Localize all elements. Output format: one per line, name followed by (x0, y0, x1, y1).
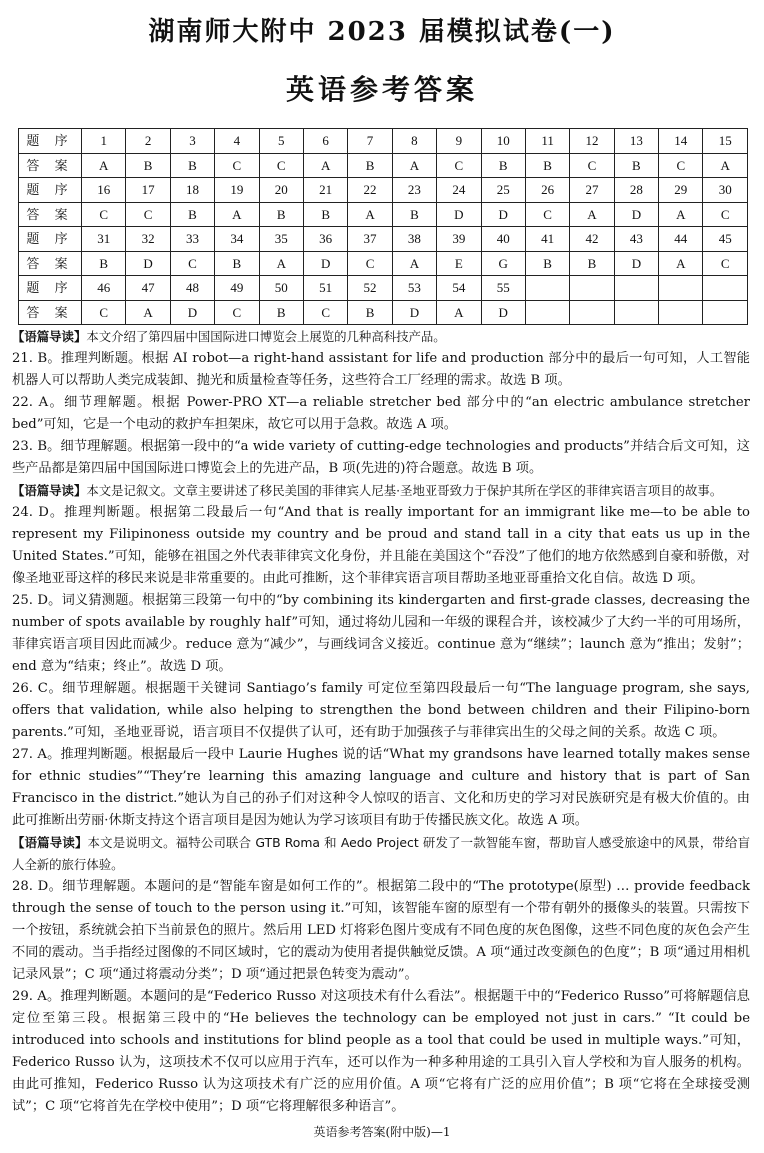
table-cell: 39 (437, 227, 481, 252)
explanation-21: 21. B。推理判断题。根据 AI robot—a right-hand assistant for life and production 部分中的最后一句可知，人工智能机器人可以帮助人类完成装卸、抛光和质量检查等任务，这些符合工厂经理的需求。故选 B 项。 (12, 351, 750, 388)
explanation-25: 25. D。词义猜测题。根据第三段第一句中的“by combining its kindergarten and first-grade classes, decreasing the number of spots available by roughly half”可知，通过将幼儿园和一年级的课程合并，该校减少了大约一半的可用场所，菲律宾语言项目因此而减少。reduce 意为“减少”，与画线词含义接近。continue 意为“继续”；launch 意为“推出；发射”；end 意为“结束；终止”。故选 D 项。 (12, 593, 750, 674)
table-cell: 34 (215, 227, 259, 252)
table-cell: C (348, 251, 392, 276)
table-cell: 13 (614, 129, 658, 154)
table-cell: 9 (437, 129, 481, 154)
table-cell (659, 300, 703, 325)
table-cell: 33 (170, 227, 214, 252)
row-header: 题 序 (19, 129, 82, 154)
table-cell: 47 (126, 276, 170, 301)
table-cell: 25 (481, 178, 525, 203)
table-row (19, 276, 748, 301)
page-title: 湖南师大附中 2023 届模拟试卷(一) (148, 17, 616, 47)
table-cell: 48 (170, 276, 214, 301)
table-cell: 16 (82, 178, 126, 203)
table-cell: C (703, 202, 748, 227)
table-cell: B (170, 202, 214, 227)
answer-table (18, 128, 748, 325)
table-cell: B (481, 153, 525, 178)
table-cell (614, 300, 658, 325)
table-cell: 26 (525, 178, 569, 203)
table-cell: A (392, 153, 436, 178)
table-cell: B (525, 251, 569, 276)
table-cell: C (259, 153, 303, 178)
guide-text: 本文是说明文。福特公司联合 GTB Roma 和 Aedo Project 研发了一款智能车窗，帮助盲人感受旅途中的风景，带给盲人全新的旅行体验。 (12, 835, 750, 872)
table-cell: A (215, 202, 259, 227)
table-cell: 14 (659, 129, 703, 154)
table-cell: 6 (303, 129, 347, 154)
table-cell: 11 (525, 129, 569, 154)
table-cell: 5 (259, 129, 303, 154)
table-cell: C (703, 251, 748, 276)
table-cell: 10 (481, 129, 525, 154)
row-header: 题 序 (19, 178, 82, 203)
table-cell: B (348, 300, 392, 325)
table-cell: B (570, 251, 614, 276)
guide-text: 本文介绍了第四届中国国际进口博览会上展览的几种高科技产品。 (86, 329, 446, 344)
table-cell: 8 (392, 129, 436, 154)
table-cell: A (703, 153, 748, 178)
table-cell: 45 (703, 227, 748, 252)
table-cell: C (525, 202, 569, 227)
table-cell: B (259, 300, 303, 325)
table-cell: 20 (259, 178, 303, 203)
table-cell: B (614, 153, 658, 178)
table-cell: 50 (259, 276, 303, 301)
table-cell: 24 (437, 178, 481, 203)
table-cell: 17 (126, 178, 170, 203)
row-header: 答 案 (19, 202, 82, 227)
table-cell: 44 (659, 227, 703, 252)
table-cell: 23 (392, 178, 436, 203)
table-cell: 30 (703, 178, 748, 203)
table-cell: 31 (82, 227, 126, 252)
table-cell: C (659, 153, 703, 178)
row-header: 题 序 (19, 276, 82, 301)
table-cell: A (259, 251, 303, 276)
table-cell: C (570, 153, 614, 178)
table-cell: 32 (126, 227, 170, 252)
table-row (19, 153, 748, 178)
table-cell: B (303, 202, 347, 227)
table-cell: 1 (82, 129, 126, 154)
table-cell: 55 (481, 276, 525, 301)
table-cell: A (303, 153, 347, 178)
table-row (19, 251, 748, 276)
table-cell: 22 (348, 178, 392, 203)
table-cell: B (348, 153, 392, 178)
table-cell: A (437, 300, 481, 325)
table-cell: A (82, 153, 126, 178)
table-row (19, 129, 748, 154)
table-cell: 29 (659, 178, 703, 203)
table-cell: 53 (392, 276, 436, 301)
table-cell: D (481, 202, 525, 227)
table-cell: 35 (259, 227, 303, 252)
table-cell: 49 (215, 276, 259, 301)
table-cell: D (170, 300, 214, 325)
table-cell: 41 (525, 227, 569, 252)
table-cell: 19 (215, 178, 259, 203)
table-cell: 21 (303, 178, 347, 203)
table-cell: 18 (170, 178, 214, 203)
table-cell (525, 300, 569, 325)
table-cell (570, 300, 614, 325)
table-cell: A (348, 202, 392, 227)
table-cell: 52 (348, 276, 392, 301)
table-cell: B (170, 153, 214, 178)
table-cell: C (437, 153, 481, 178)
row-header: 答 案 (19, 251, 82, 276)
row-header: 题 序 (19, 227, 82, 252)
table-cell: 15 (703, 129, 748, 154)
explanation-28: 28. D。细节理解题。本题问的是“智能车窗是如何工作的”。根据第二段中的“The prototype(原型) … provide feedback through the sense of touch to the person using it.”可知，该智能车窗的原型有一个带有朝外的摄像头的装置。只需按下一个按钮，系统就会拍下当前景色的照片。然后用 LED 灯将彩色图片变成有不同色度的灰色图像，这些不同色度的灰色会产生不同的震动。当手指经过图像的不同区域时，它的震动为使用者提供触觉反馈。A 项“通过改变颜色的色度”；B 项“通过用相机记录风景”；C 项“通过将震动分类”；D 项“通过把景色转变为震动”。 (12, 879, 750, 982)
guide-label: 【语篇导读】 (12, 329, 87, 344)
table-cell: C (303, 300, 347, 325)
table-cell: 51 (303, 276, 347, 301)
answer-key-title: 英语参考答案 (285, 73, 478, 106)
row-header: 答 案 (19, 153, 82, 178)
table-cell: D (614, 251, 658, 276)
table-cell: A (126, 300, 170, 325)
table-cell: 37 (348, 227, 392, 252)
table-cell: D (481, 300, 525, 325)
table-cell: G (481, 251, 525, 276)
table-row (19, 300, 748, 325)
table-cell: D (437, 202, 481, 227)
table-cell (703, 300, 748, 325)
table-cell: A (659, 202, 703, 227)
table-cell (659, 276, 703, 301)
table-cell: B (259, 202, 303, 227)
table-row (19, 202, 748, 227)
table-cell: 2 (126, 129, 170, 154)
table-row (19, 227, 748, 252)
explanation-22: 22. A。细节理解题。根据 Power-PRO XT—a reliable stretcher bed 部分中的“an electric ambulance stretcher bed”可知，它是一个电动的救护车担架床，故它可以用于急救。故选 A 项。 (12, 395, 750, 432)
table-cell: B (525, 153, 569, 178)
table-cell: C (215, 153, 259, 178)
explanation-24: 24. D。推理判断题。根据第二段最后一句“And that is really important for an immigrant like me—to be able to represent my Filipinoness outside my country and be proud and stand tall in a city that eats us up in the United States.”可知，能够在祖国之外代表菲律宾文化身份，并且能在美国这个“吞没”了他们的地方依然感到自豪和骄傲，对像圣地亚哥这样的移民来说是非常重要的。由此可推断，这个菲律宾语言项目帮助圣地亚哥重拾文化自信。故选 D 项。 (12, 505, 750, 586)
table-cell: 4 (215, 129, 259, 154)
table-cell (614, 276, 658, 301)
table-cell: A (392, 251, 436, 276)
explanations (12, 326, 750, 1118)
table-cell: 12 (570, 129, 614, 154)
row-header: 答 案 (19, 300, 82, 325)
table-cell: A (570, 202, 614, 227)
table-cell: D (392, 300, 436, 325)
table-cell: B (82, 251, 126, 276)
table-cell: 27 (570, 178, 614, 203)
table-cell (570, 276, 614, 301)
passage-guide-3 (12, 832, 750, 876)
table-cell: E (437, 251, 481, 276)
table-cell: 3 (170, 129, 214, 154)
explanation-29: 29. A。推理判断题。本题问的是“Federico Russo 对这项技术有什么看法”。根据题干中的“Federico Russo”可将解题信息定位至第三段。根据第三段中的“He believes the technology can be employed not just in cars.” “It could be introduced into schools and institutions for blind people as a tool that could be used in multiple ways.”可知，Federico Russo 认为，这项技术不仅可以应用于汽车，还可以作为一种多种用途的工具引入盲人学校和为盲人服务的机构。由此可推知，Federico Russo 认为这项技术有广泛的应用价值。A 项“它将有广泛的应用价值”；B 项“它将在全球接受测试”；C 项“它将首先在学校中使用”；D 项“它将理解很多种语言”。 (12, 989, 750, 1114)
table-cell: C (126, 202, 170, 227)
table-cell: 42 (570, 227, 614, 252)
explanation-23: 23. B。细节理解题。根据第一段中的“a wide variety of cutting-edge technologies and products”并结合后文可知，这些产品都是第四届中国国际进口博览会上的先进产品，B 项(先进的)符合题意。故选 B 项。 (12, 439, 750, 476)
table-cell: 46 (82, 276, 126, 301)
table-row (19, 178, 748, 203)
explanation-26: 26. C。细节理解题。根据题干关键词 Santiago’s family 可定位至第四段最后一句“The language program, she says, offers that validation, while also helping to strengthen the bond between children and their Filipino-born parents.”可知，圣地亚哥说，语言项目不仅提供了认可，还有助于加强孩子与菲律宾出生的父母之间的关系。故选 C 项。 (12, 681, 750, 740)
table-cell: C (215, 300, 259, 325)
table-cell (703, 276, 748, 301)
passage-guide-2 (12, 480, 750, 502)
table-cell: B (392, 202, 436, 227)
table-cell: B (215, 251, 259, 276)
table-cell: 28 (614, 178, 658, 203)
table-cell: D (614, 202, 658, 227)
guide-text: 本文是记叙文。文章主要讲述了移民美国的菲律宾人尼基·圣地亚哥致力于保护其所在学区的菲律宾语言项目的故事。 (86, 483, 723, 498)
table-cell: C (170, 251, 214, 276)
explanation-27: 27. A。推理判断题。根据最后一段中 Laurie Hughes 说的话“What my grandsons have learned totally makes sense for ethnic studies”“They’re learning this amazing language and culture and history that is part of San Francisco in the district.”她认为自己的孙子们对这种令人惊叹的语言、文化和历史的学习对民族研究是有极大价值的。由此可推断出劳丽·休斯支持这个语言项目是因为她认为学习该项目有助于传播民族文化。故选 A 项。 (12, 747, 750, 828)
table-cell: 43 (614, 227, 658, 252)
table-cell: 40 (481, 227, 525, 252)
table-cell: 7 (348, 129, 392, 154)
table-cell: B (126, 153, 170, 178)
table-cell: 36 (303, 227, 347, 252)
table-cell (525, 276, 569, 301)
table-cell: D (303, 251, 347, 276)
page-footer: 英语参考答案(附中版)—1 (313, 1125, 451, 1139)
guide-label: 【语篇导读】 (12, 483, 87, 498)
passage-guide-1 (12, 326, 750, 348)
table-cell: 54 (437, 276, 481, 301)
table-cell: C (82, 300, 126, 325)
table-cell: C (82, 202, 126, 227)
guide-label: 【语篇导读】 (12, 835, 88, 850)
table-cell: D (126, 251, 170, 276)
table-cell: A (659, 251, 703, 276)
table-cell: 38 (392, 227, 436, 252)
